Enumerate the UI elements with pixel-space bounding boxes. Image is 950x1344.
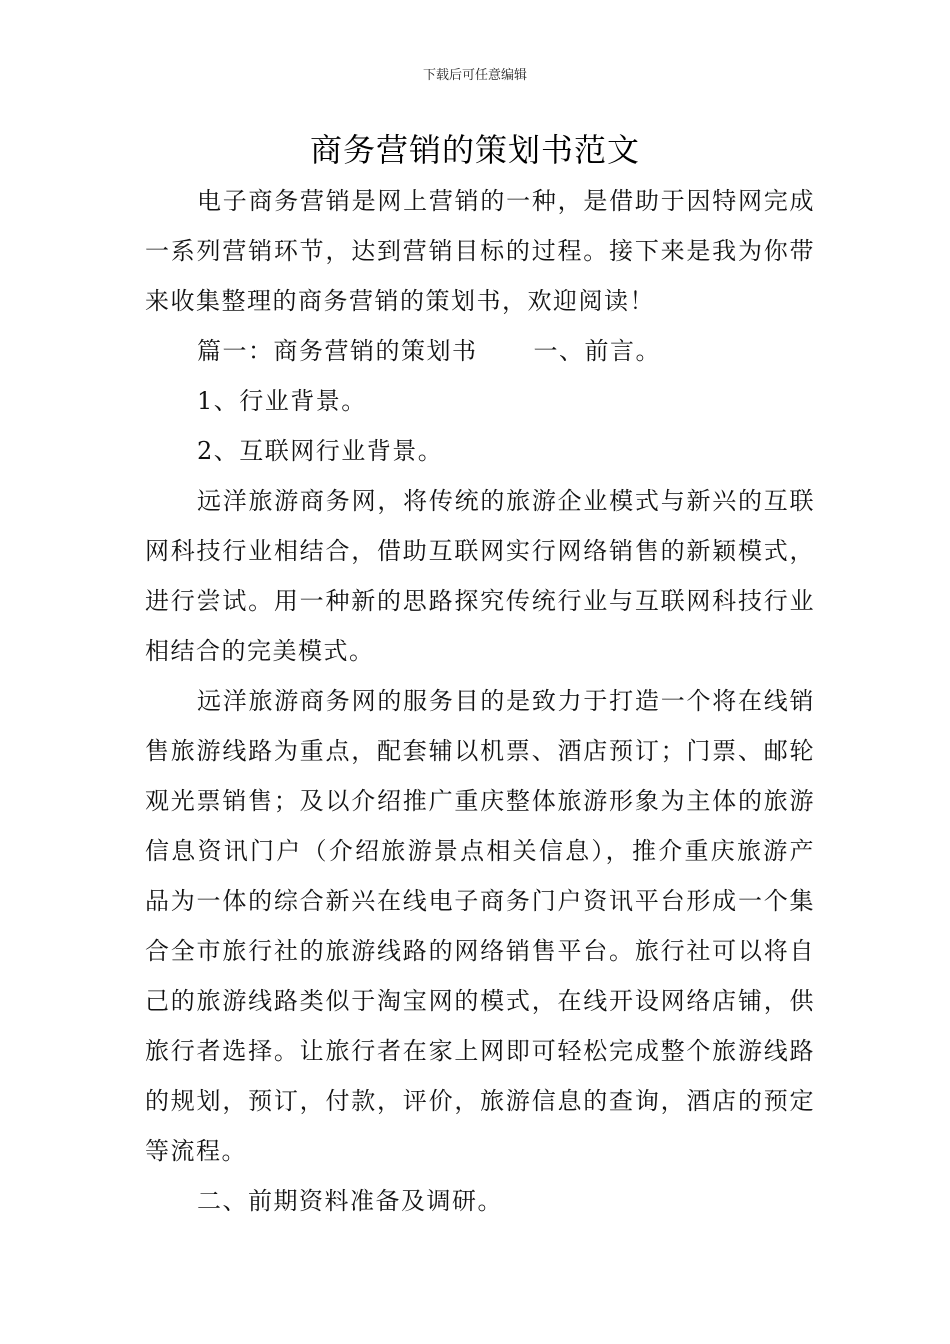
section-heading-research: 二、前期资料准备及调研。 — [197, 1187, 503, 1215]
preface-heading: 一、前言。 — [533, 337, 661, 365]
part-label: 篇一：商务营销的策划书 — [197, 337, 478, 365]
document-body — [145, 176, 815, 1226]
section-line — [145, 326, 815, 376]
item-internet-background: 2、互联网行业背景。 — [197, 437, 444, 465]
intro-paragraph: 电子商务营销是网上营销的一种，是借助于因特网完成一系列营销环节，达到营销目标的过程。接下来是我为你带来收集整理的商务营销的策划书，欢迎阅读！ — [145, 187, 815, 315]
page-header: 下载后可任意编辑 — [422, 68, 527, 83]
document-title: 商务营销的策划书范文 — [309, 131, 640, 169]
item-industry-background: 1、行业背景。 — [197, 387, 367, 415]
paragraph-service: 远洋旅游商务网的服务目的是致力于打造一个将在线销售旅游线路为重点，配套辅以机票、酒店预订；门票、邮轮观光票销售；及以介绍推广重庆整体旅游形象为主体的旅游信息资讯门户（介绍旅游景点相关信息），推介重庆旅游产品为一体的综合新兴在线电子商务门户资讯平台形成一个集合全市旅行社的旅游线路的网络销售平台。旅行社可以将自己的旅游线路类似于淘宝网的模式，在线开设网络店铺，供旅行者选择。让旅行者在家上网即可轻松完成整个旅游线路的规划，预订，付款，评价，旅游信息的查询，酒店的预定等流程。 — [145, 687, 815, 1165]
paragraph-model: 远洋旅游商务网，将传统的旅游企业模式与新兴的互联网科技行业相结合，借助互联网实行网络销售的新颖模式，进行尝试。用一种新的思路探究传统行业与互联网科技行业相结合的完美模式。 — [145, 487, 815, 665]
